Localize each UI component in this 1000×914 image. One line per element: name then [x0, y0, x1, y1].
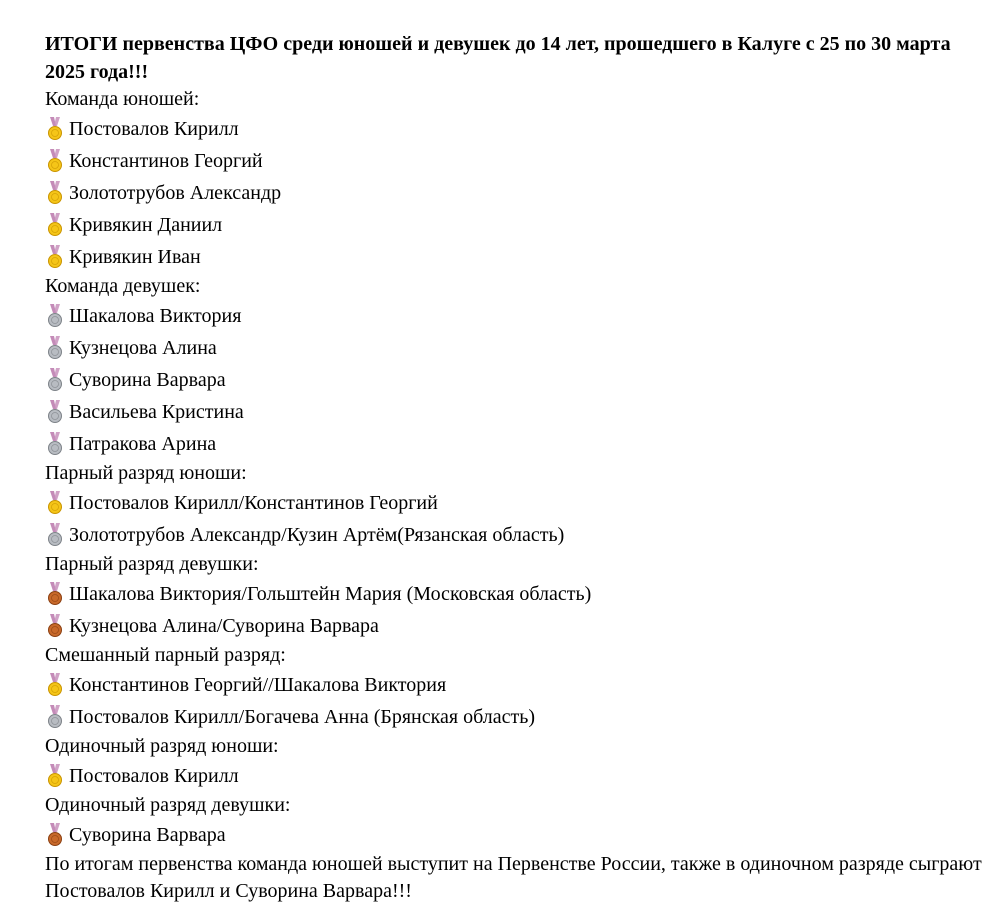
result-item-text: Постовалов Кирилл [69, 118, 239, 140]
gold-medal-icon [45, 212, 65, 238]
result-item [45, 113, 995, 145]
result-item-text: Кривякин Даниил [69, 214, 223, 236]
result-item-text: Постовалов Кирилл/Богачева Анна (Брянская область) [69, 706, 536, 728]
section-heading: Команда юношей: [45, 88, 200, 110]
result-item [45, 364, 995, 396]
result-item-text: Шакалова Виктория/Гольштейн Мария (Московская область) [69, 583, 592, 605]
gold-medal-icon [45, 763, 65, 789]
result-item-text: Шакалова Виктория [69, 305, 242, 327]
bronze-medal-icon [45, 613, 65, 639]
result-item [45, 177, 995, 209]
gold-medal-icon [45, 116, 65, 142]
gold-medal-icon [45, 490, 65, 516]
silver-medal-icon [45, 335, 65, 361]
silver-medal-icon [45, 522, 65, 548]
result-item-text: Суворина Варвара [69, 824, 226, 846]
result-item [45, 610, 995, 642]
result-item-text: Золототрубов Александр [69, 182, 282, 204]
result-item-text: Константинов Георгий//Шакалова Виктория [69, 674, 447, 696]
result-item-text: Патракова Арина [69, 433, 217, 455]
document-footer: По итогам первенства команда юношей выступит на Первенстве России, также в одиночном разряде сыграют Постовалов Кирилл и Суворина Варвара!!! [45, 853, 982, 902]
section-heading: Одиночный разряд юноши: [45, 735, 279, 757]
section-heading: Команда девушек: [45, 275, 201, 297]
result-item-text: Постовалов Кирилл [69, 765, 239, 787]
gold-medal-icon [45, 672, 65, 698]
bronze-medal-icon [45, 581, 65, 607]
result-item [45, 428, 995, 460]
gold-medal-icon [45, 244, 65, 270]
result-item-text: Кривякин Иван [69, 246, 201, 268]
result-item-text: Кузнецова Алина/Суворина Варвара [69, 615, 379, 637]
silver-medal-icon [45, 704, 65, 730]
gold-medal-icon [45, 148, 65, 174]
silver-medal-icon [45, 367, 65, 393]
section-heading: Смешанный парный разряд: [45, 644, 286, 666]
silver-medal-icon [45, 399, 65, 425]
section-heading: Парный разряд юноши: [45, 462, 247, 484]
silver-medal-icon [45, 431, 65, 457]
result-item [45, 669, 995, 701]
result-item-text: Золототрубов Александр/Кузин Артём(Рязанская область) [69, 524, 565, 546]
result-item-text: Константинов Георгий [69, 150, 263, 172]
result-item [45, 145, 995, 177]
result-item [45, 241, 995, 273]
result-item-text: Постовалов Кирилл/Константинов Георгий [69, 492, 438, 514]
gold-medal-icon [45, 180, 65, 206]
document [45, 30, 995, 905]
result-item [45, 300, 995, 332]
silver-medal-icon [45, 303, 65, 329]
result-item-text: Суворина Варвара [69, 369, 226, 391]
document-title: ИТОГИ первенства ЦФО среди юношей и девушек до 14 лет, прошедшего в Калуге с 25 по 30 марта 2025 года!!! [45, 33, 951, 83]
result-item [45, 701, 995, 733]
result-item [45, 209, 995, 241]
result-item [45, 519, 995, 551]
result-item [45, 487, 995, 519]
result-item-text: Кузнецова Алина [69, 337, 217, 359]
result-item [45, 396, 995, 428]
result-item [45, 332, 995, 364]
result-item [45, 760, 995, 792]
section-heading: Одиночный разряд девушки: [45, 794, 291, 816]
result-item [45, 578, 995, 610]
result-item [45, 819, 995, 851]
bronze-medal-icon [45, 822, 65, 848]
result-item-text: Васильева Кристина [69, 401, 244, 423]
results-list [45, 86, 995, 851]
section-heading: Парный разряд девушки: [45, 553, 259, 575]
